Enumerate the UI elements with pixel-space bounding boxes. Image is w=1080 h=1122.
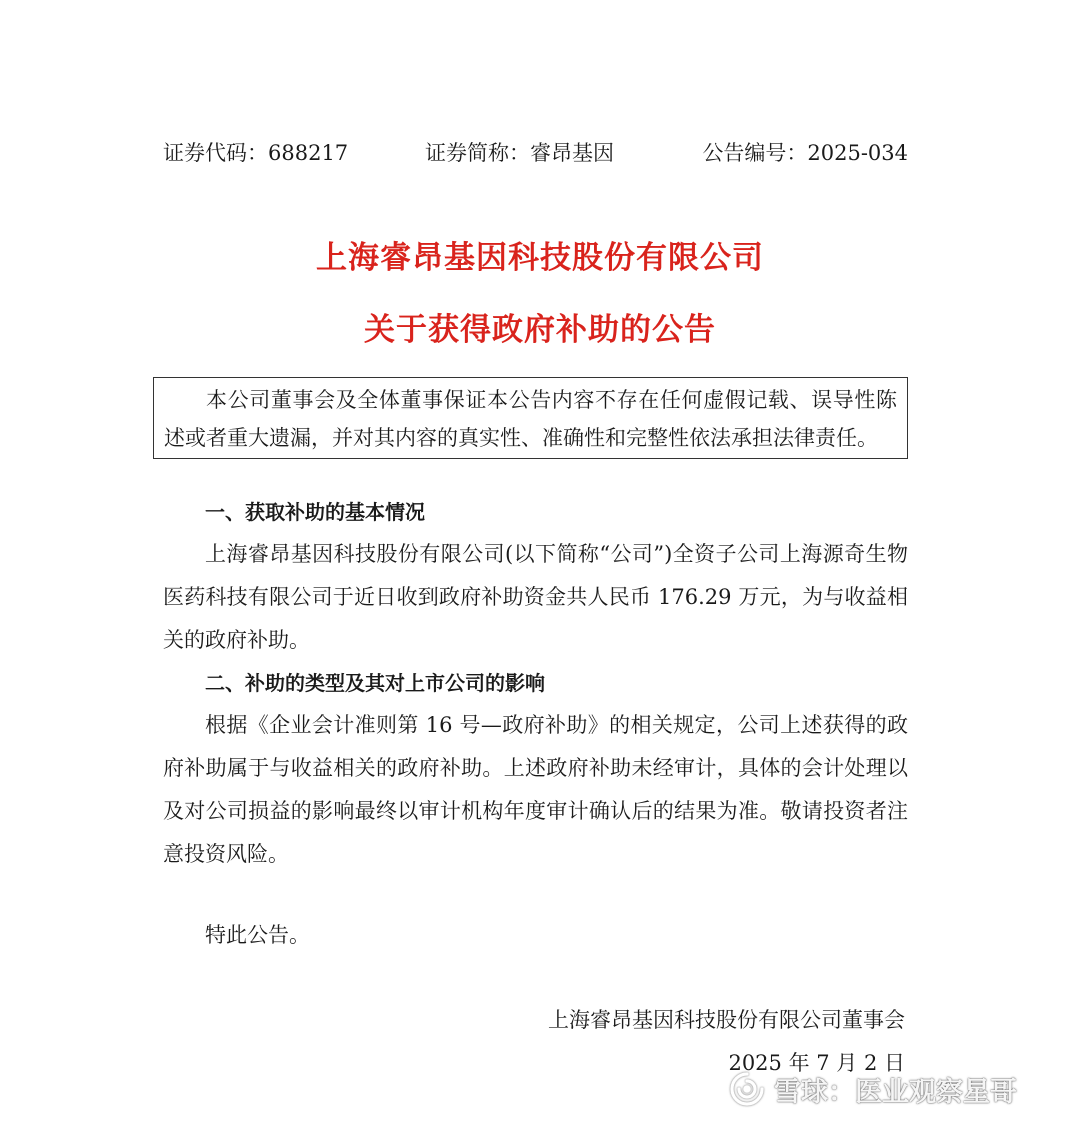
stock-code: 证券代码：688217	[163, 141, 349, 165]
company-title: 上海睿昂基因科技股份有限公司	[316, 240, 764, 276]
stock-abbreviation: 证券简称：睿昂基因	[425, 141, 614, 165]
section-body-basic-info: 上海睿昂基因科技股份有限公司(以下简称“公司”)全资子公司上海源奇生物医药科技有限公司于近日收到政府补助资金共人民币 176.29 万元，为与收益相关的政府补助。	[163, 542, 908, 652]
section-heading-impact: 二、补助的类型及其对上市公司的影响	[205, 671, 545, 695]
section-heading-basic-info: 一、获取补助的基本情况	[205, 500, 425, 524]
announcement-date: 2025 年 7 月 2 日	[728, 1051, 905, 1075]
announcement-body	[163, 491, 908, 876]
document-header	[163, 138, 908, 168]
xueqiu-logo-icon	[728, 1070, 766, 1108]
section-body-impact: 根据《企业会计准则第 16 号—政府补助》的相关规定，公司上述获得的政府补助属于与收益相关的政府补助。上述政府补助未经审计，具体的会计处理以及对公司损益的影响最终以审计机构年度审计确认后的结果为准。敬请投资者注意投资风险。	[163, 713, 908, 866]
watermark-text: 雪球：医业观察星哥	[774, 1076, 1017, 1108]
watermark	[728, 1064, 1017, 1114]
disclaimer-box: 本公司董事会及全体董事保证本公告内容不存在任何虚假记载、误导性陈述或者重大遗漏，并对其内容的真实性、准确性和完整性依法承担法律责任。	[153, 377, 908, 459]
signature: 上海睿昂基因科技股份有限公司董事会	[548, 1008, 905, 1032]
closing-statement: 特此公告。	[205, 923, 310, 947]
announcement-title: 关于获得政府补助的公告	[364, 312, 716, 348]
notice-number: 公告编号：2025-034	[702, 141, 908, 165]
